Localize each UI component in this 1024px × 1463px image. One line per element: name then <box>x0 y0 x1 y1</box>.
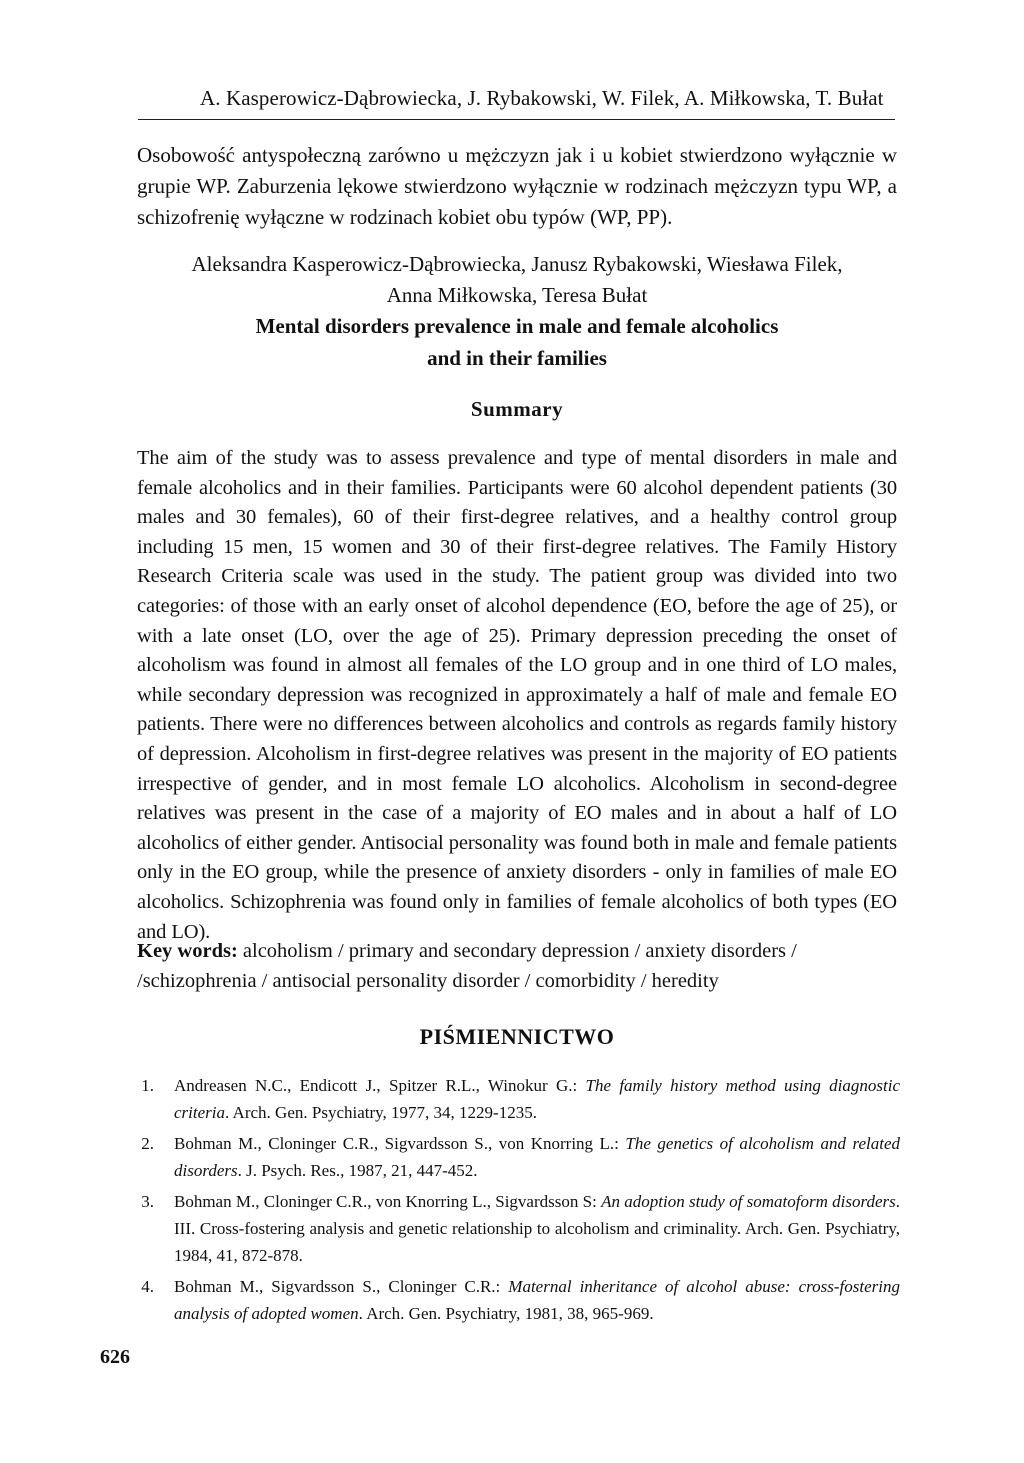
reference-source: . J. Psych. Res., 1987, 21, 447-452. <box>237 1161 478 1180</box>
header-divider <box>138 119 895 120</box>
summary-heading: Summary <box>470 397 564 421</box>
reference-source: . Arch. Gen. Psychiatry, 1981, 38, 965-969. <box>358 1304 654 1323</box>
title-line: and in their families <box>427 346 607 370</box>
reference-title: An adoption study of somatoform disorders <box>601 1192 896 1211</box>
reference-source: . III. Cross-fostering analysis and genetic relationship to alcoholism and criminality. Arch. Gen. Psychiatry, 1984, 41, 872-878. <box>174 1192 900 1265</box>
reference-item <box>130 1188 900 1269</box>
reference-number: 1 . <box>130 1072 154 1099</box>
article-authors <box>137 249 897 311</box>
reference-authors: Bohman M., Cloninger C.R., von Knorring L., Sigvardsson S: <box>174 1192 602 1211</box>
reference-authors: Bohman M., Sigvardsson S., Cloninger C.R.: <box>174 1277 509 1296</box>
reference-authors: Andreasen N.C., Endicott J., Spitzer R.L., Winokur G.: <box>174 1076 586 1095</box>
reference-item <box>130 1072 900 1126</box>
reference-item <box>130 1273 900 1327</box>
reference-title: Maternal inheritance of alcohol abuse: cross-fostering analysis of adopted women <box>174 1277 900 1323</box>
running-header: A. Kasperowicz-Dąbrowiecka, J. Rybakowski, W. Filek, A. Miłkowska, T. Bułat <box>200 86 884 110</box>
reference-number: 4 . <box>130 1273 154 1300</box>
reference-title: The family history method using diagnostic criteria <box>174 1076 900 1122</box>
authors-line: Aleksandra Kasperowicz-Dąbrowiecka, Janusz Rybakowski, Wiesława Filek, <box>191 252 843 276</box>
references-list <box>130 1072 900 1331</box>
reference-number: 3 . <box>130 1188 154 1215</box>
authors-line: Anna Miłkowska, Teresa Bułat <box>386 283 648 307</box>
reference-source: . Arch. Gen. Psychiatry, 1977, 34, 1229-1235. <box>225 1103 537 1122</box>
reference-authors: Bohman M., Cloninger C.R., Sigvardsson S., von Knorring L.: <box>174 1134 626 1153</box>
title-line: Mental disorders prevalence in male and female alcoholics <box>255 314 779 338</box>
article-title <box>137 310 897 374</box>
keywords-label: Key words: <box>137 940 238 962</box>
page-number: 626 <box>100 1346 130 1368</box>
keywords-paragraph <box>137 936 897 996</box>
reference-item <box>130 1130 900 1184</box>
references-heading: PIŚMIENNICTWO <box>419 1024 615 1049</box>
summary-paragraph: The aim of the study was to assess prevalence and type of mental disorders in male and female alcoholics and in their families. Participants were 60 alcohol dependent patients (30 males and 30 females), 60 of their first-degree relatives, and a healthy control group including 15 men, 15 women and 30 of their first-degree relatives. The Family History Research Criteria scale was used in the study. The patient group was divided into two categories: of those with an early onset of alcohol dependence (EO, before the age of 25), or with a late onset (LO, over the age of 25). Primary depression preceding the onset of alcoholism was found in almost all females of the LO group and in one third of LO males, while secondary depression was recognized in approximately a half of male and female EO patients. There were no differences between alcoholics and controls as regards family history of depression. Alcoholism in first-degree relatives was present in the majority of EO patients irrespective of gender, and in most female LO alcoholics. Alcoholism in second-degree relatives was present in the case of a majority of EO males and in about a half of LO alcoholics of either gender. Antisocial personality was found both in male and female patients only in the EO group, while the presence of anxiety disorders - only in families of male EO alcoholics. Schizophrenia was found only in families of female alcoholics of both types (EO and LO). <box>137 447 897 943</box>
reference-title: The genetics of alcoholism and related disorders <box>174 1134 900 1180</box>
polish-conclusion-paragraph: Osobowość antyspołeczną zarówno u mężczyzn jak i u kobiet stwierdzono wyłącznie w grupie WP. Zaburzenia lękowe stwierdzono wyłącznie w rodzinach mężczyzn typu WP, a schizofrenię wyłączne w rodzinach kobiet obu typów (WP, PP). <box>137 143 897 229</box>
keywords-text: alcoholism / primary and secondary depression / anxiety disorders / /schizophrenia / antisocial personality disorder / comorbidity / heredity <box>137 940 797 992</box>
reference-number: 2 . <box>130 1130 154 1157</box>
